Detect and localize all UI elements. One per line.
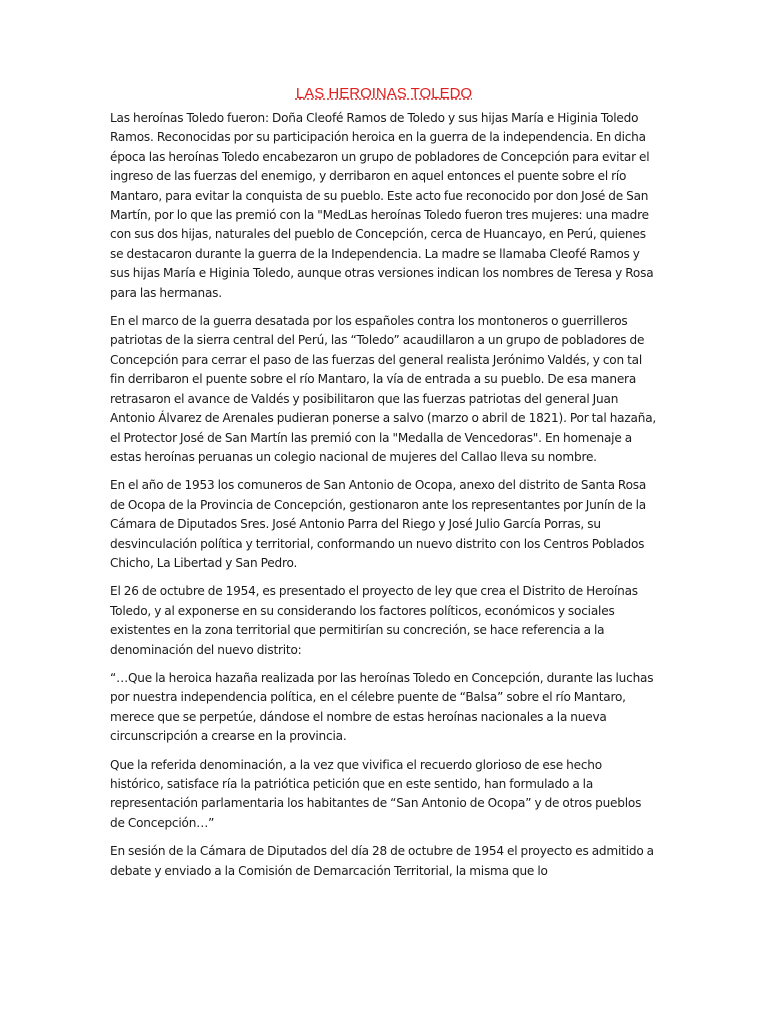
paragraph-5: “…Que la heroica hazaña realizada por las heroínas Toledo en Concepción, durante las luchas por nuestra independencia política, en el célebre puente de “Balsa” sobre el río Mantaro, merece que se perpetúe, dándose el nombre de estas heroínas nacionales a la nueva circunscripción a crearse en la provincia. xyxy=(110,670,654,744)
paragraph-4: El 26 de octubre de 1954, es presentado el proyecto de ley que crea el Distrito de Heroínas Toledo, y al exponerse en su considerando los factores políticos, económicos y sociales existentes en la zona territorial que permitirían su concreción, se hace referencia a la denominación del nuevo distrito: xyxy=(110,584,638,657)
paragraph-7: En sesión de la Cámara de Diputados del día 28 de octubre de 1954 el proyecto es admitido a debate y enviado a la Comisión de Demarcación Territorial, la misma que lo xyxy=(110,844,654,878)
paragraph-6: Que la referida denominación, a la vez que vivifica el recuerdo glorioso de ese hecho histórico, satisface ría la patriótica petición que en este sentido, han formulado a la representación parlamentaria los habitantes de “San Antonio de Ocopa” y de otros pueblos de Concepción…” xyxy=(110,757,642,830)
paragraph-1: Las heroínas Toledo fueron: Doña Cleofé Ramos de Toledo y sus hijas María e Higinia Toledo Ramos. Reconocidas por su participación heroica en la guerra de la independencia. En dicha época las heroínas Toledo encabezaron un grupo de pobladores de Concepción para evitar el ingreso de las fuerzas del enemigo, y derribaron en aquel entonces el puente sobre el río Mantaro, para evitar la conquista de su pueblo. Este acto fue reconocido por don José de San Martín, por lo que las premió con la "MedLas heroínas Toledo fueron tres mujeres: una madre con sus dos hijas, naturales del pueblo de Concepción, cerca de Huancayo, en Perú, quienes se destacaron durante la guerra de la Independencia. La madre se llamaba Cleofé Ramos y sus hijas María e Higinia Toledo, aunque otras versiones indican los nombres de Teresa y Rosa para las hermanas. xyxy=(110,111,654,300)
paragraph-3: En el año de 1953 los comuneros de San Antonio de Ocopa, anexo del distrito de Santa Rosa de Ocopa de la Provincia de Concepción, gestionaron ante los representantes por Junín de la Cámara de Diputados Sres. José Antonio Parra del Riego y José Julio García Porras, su desvinculación política y territorial, conformando un nuevo distrito con los Centros Poblados Chicho, La Libertad y San Pedro. xyxy=(110,478,647,570)
document-title: LAS HEROINAS TOLEDO xyxy=(295,85,473,102)
paragraph-2: En el marco de la guerra desatada por los españoles contra los montoneros o guerrilleros patriotas de la sierra central del Perú, las “Toledo” acaudillaron a un grupo de pobladores de Concepción para cerrar el paso de las fuerzas del general realista Jerónimo Valdés, y con tal fin derribaron el puente sobre el río Mantaro, la vía de entrada a su pueblo. De esa manera retrasaron el avance de Valdés y posibilitaron que las fuerzas patriotas del general Juan Antonio Álvarez de Arenales pudieran ponerse a salvo (marzo o abril de 1821). Por tal hazaña, el Protector José de San Martín las premió con la "Medalla de Vencedoras". En homenaje a estas heroínas peruanas un colegio nacional de mujeres del Callao lleva su nombre. xyxy=(110,314,657,464)
